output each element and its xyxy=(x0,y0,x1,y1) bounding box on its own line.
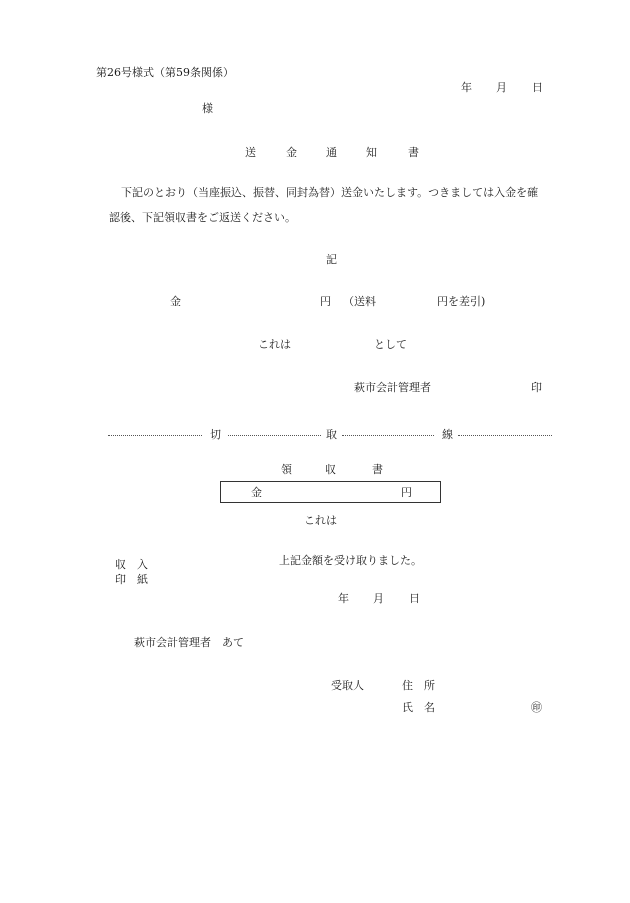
receipt-title-char: 収 xyxy=(325,463,336,476)
date-year-label: 年 xyxy=(461,81,472,94)
cut-line-char: 切 xyxy=(210,428,221,441)
issuer-name: 萩市会計管理者 xyxy=(354,381,431,394)
body-text-line1: 下記のとおり（当座振込、振替、同封為替）送金いたします。つきましては入金を確 xyxy=(121,186,539,199)
ki-label: 記 xyxy=(326,253,337,266)
title-char: 書 xyxy=(408,146,419,159)
receipt-en-label: 円 xyxy=(401,486,412,499)
form-id: 第26号様式（第59条関係） xyxy=(96,66,234,79)
receipt-date-year-label: 年 xyxy=(338,592,349,605)
receipt-statement: 上記金額を受け取りました。 xyxy=(279,554,422,567)
address-label: 住 所 xyxy=(402,679,435,692)
revenue-stamp-line: 収 入 xyxy=(115,558,148,571)
cut-line-dash xyxy=(228,435,321,436)
date-day-label: 日 xyxy=(532,81,543,94)
title-char: 金 xyxy=(286,146,297,159)
cut-line-dash xyxy=(458,435,552,436)
amount-kin-label: 金 xyxy=(170,295,181,308)
recipient-label: 受取人 xyxy=(331,679,364,692)
issuer-seal-mark: 印 xyxy=(531,381,542,394)
receipt-addressee: 萩市会計管理者 あて xyxy=(134,636,244,649)
title-char: 送 xyxy=(245,146,256,159)
cut-line-dash xyxy=(342,435,434,436)
date-month-label: 月 xyxy=(496,81,507,94)
addressee-suffix: 様 xyxy=(202,102,213,115)
cut-line-char: 取 xyxy=(326,428,337,441)
receipt-date-day-label: 日 xyxy=(409,592,420,605)
name-label: 氏 名 xyxy=(402,701,435,714)
title-char: 知 xyxy=(366,146,377,159)
receipt-title-char: 領 xyxy=(281,463,292,476)
body-text-line2: 認後、下記領収書をご返送ください。 xyxy=(109,211,296,224)
postage-label: （送料 xyxy=(343,295,376,308)
amount-en-label: 円 xyxy=(320,295,331,308)
cut-line xyxy=(108,428,552,442)
recipient-seal-mark: ㊞ xyxy=(531,701,542,714)
receipt-kore-label: これは xyxy=(304,514,337,527)
cut-line-dash xyxy=(108,435,202,436)
receipt-date-month-label: 月 xyxy=(373,592,384,605)
deduct-label: 円を差引) xyxy=(437,295,486,308)
purpose-toshite-label: として xyxy=(374,338,407,351)
receipt-title-char: 書 xyxy=(372,463,383,476)
purpose-kore-label: これは xyxy=(258,338,291,351)
title-char: 通 xyxy=(326,146,337,159)
revenue-stamp-line: 印 紙 xyxy=(115,573,148,586)
receipt-kin-label: 金 xyxy=(251,486,262,499)
cut-line-char: 線 xyxy=(442,428,453,441)
